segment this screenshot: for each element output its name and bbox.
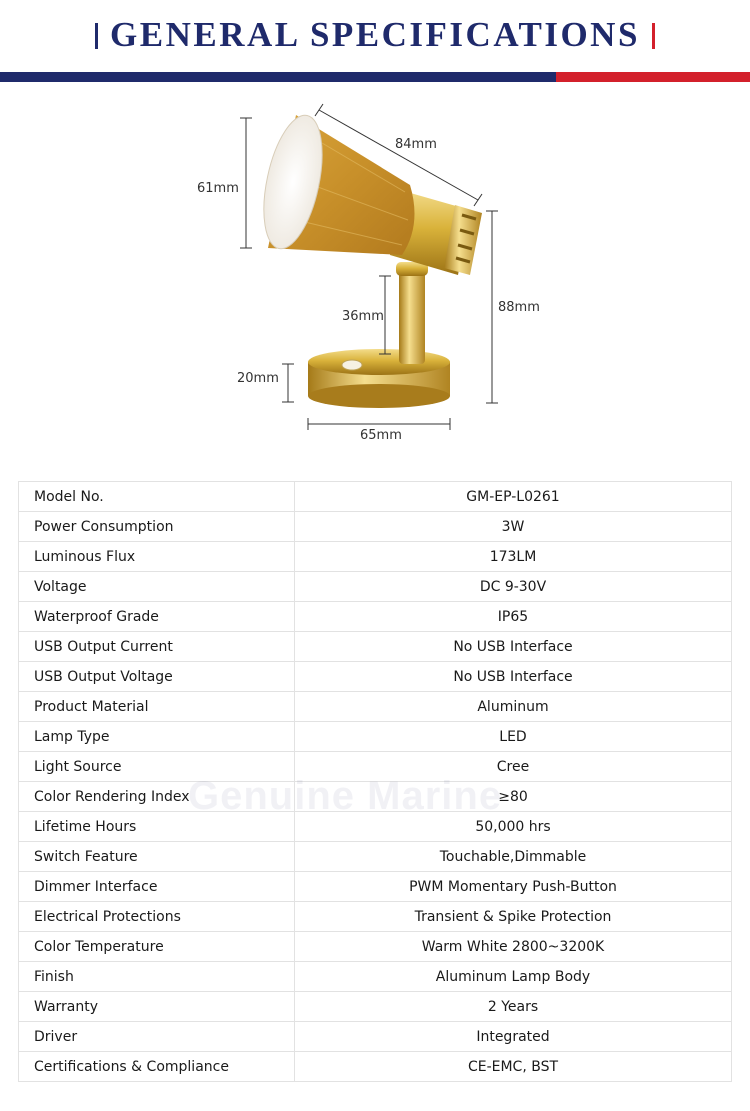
spec-row — [19, 1052, 732, 1082]
spec-row — [19, 962, 732, 992]
spec-row — [19, 632, 732, 662]
title-bar-left — [95, 23, 98, 49]
spec-value: No USB Interface — [295, 662, 732, 692]
spec-label: Certifications & Compliance — [19, 1052, 295, 1082]
spec-label: USB Output Voltage — [19, 662, 295, 692]
dim-label-20mm: 20mm — [237, 371, 279, 386]
spec-label: USB Output Current — [19, 632, 295, 662]
spec-row — [19, 572, 732, 602]
spec-label: Luminous Flux — [19, 542, 295, 572]
spec-label: Model No. — [19, 482, 295, 512]
dim-label-84mm: 84mm — [395, 137, 437, 152]
spec-row — [19, 872, 732, 902]
spec-value: Transient & Spike Protection — [295, 902, 732, 932]
spec-row — [19, 722, 732, 752]
spec-value: GM-EP-L0261 — [295, 482, 732, 512]
spec-row — [19, 512, 732, 542]
spec-label: Color Rendering Index — [19, 782, 295, 812]
spec-label: Light Source — [19, 752, 295, 782]
spec-value: Touchable,Dimmable — [295, 842, 732, 872]
spec-label: Switch Feature — [19, 842, 295, 872]
dim-label-65mm: 65mm — [360, 428, 402, 443]
spec-label: Product Material — [19, 692, 295, 722]
spec-value: Integrated — [295, 1022, 732, 1052]
lamp-head — [253, 110, 482, 275]
spec-row — [19, 542, 732, 572]
spec-value: 2 Years — [295, 992, 732, 1022]
spec-value: PWM Momentary Push-Button — [295, 872, 732, 902]
lamp-dimension-diagram — [0, 82, 750, 462]
spec-row — [19, 992, 732, 1022]
page-title: GENERAL SPECIFICATIONS — [110, 15, 640, 54]
watermark: Genuine Marine — [188, 774, 503, 818]
spec-table — [18, 481, 732, 1082]
spec-value: CE-EMC, BST — [295, 1052, 732, 1082]
spec-row — [19, 1022, 732, 1052]
spec-row — [19, 932, 732, 962]
page-header — [0, 0, 750, 72]
spec-row — [19, 902, 732, 932]
header-stripe-blue — [0, 72, 556, 82]
spec-value: 50,000 hrs — [295, 812, 732, 842]
spec-value: 3W — [295, 512, 732, 542]
dim-label-88mm: 88mm — [498, 300, 540, 315]
spec-value: No USB Interface — [295, 632, 732, 662]
spec-value: LED — [295, 722, 732, 752]
spec-value: Aluminum — [295, 692, 732, 722]
spec-value: DC 9-30V — [295, 572, 732, 602]
spec-row — [19, 692, 732, 722]
dim-label-36mm: 36mm — [342, 309, 384, 324]
title-bar-right — [652, 23, 655, 49]
spec-row — [19, 812, 732, 842]
spec-label: Driver — [19, 1022, 295, 1052]
spec-row — [19, 842, 732, 872]
spec-label: Power Consumption — [19, 512, 295, 542]
spec-value: Aluminum Lamp Body — [295, 962, 732, 992]
spec-label: Warranty — [19, 992, 295, 1022]
spec-label: Lamp Type — [19, 722, 295, 752]
spec-row — [19, 602, 732, 632]
spec-row — [19, 782, 732, 812]
spec-row — [19, 752, 732, 782]
spec-label: Finish — [19, 962, 295, 992]
lamp-base — [308, 349, 450, 408]
spec-value: ≥80 — [295, 782, 732, 812]
spec-label: Dimmer Interface — [19, 872, 295, 902]
spec-value: IP65 — [295, 602, 732, 632]
spec-value: 173LM — [295, 542, 732, 572]
spec-label: Waterproof Grade — [19, 602, 295, 632]
spec-value: Cree — [295, 752, 732, 782]
spec-label: Color Temperature — [19, 932, 295, 962]
header-stripe-red — [556, 72, 750, 82]
spec-value: Warm White 2800~3200K — [295, 932, 732, 962]
spec-label: Lifetime Hours — [19, 812, 295, 842]
lamp-stem — [396, 262, 428, 364]
dim-label-61mm: 61mm — [197, 181, 239, 196]
spec-row — [19, 482, 732, 512]
spec-label: Voltage — [19, 572, 295, 602]
spec-row — [19, 662, 732, 692]
spec-label: Electrical Protections — [19, 902, 295, 932]
